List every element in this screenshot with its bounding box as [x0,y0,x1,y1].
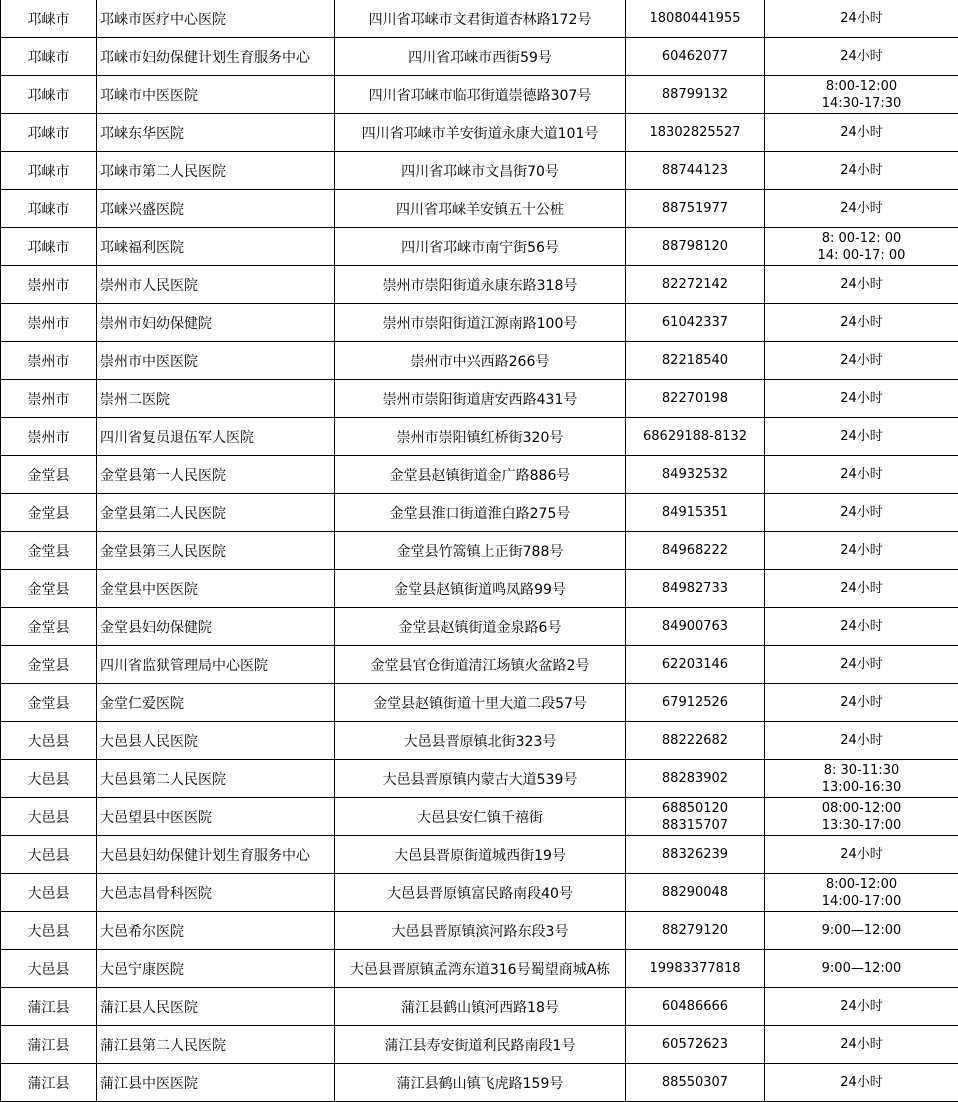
phone-cell [626,342,765,380]
phone-cell [626,38,765,76]
phone-line: 84932532 [661,467,729,482]
hours-line: 24小时 [840,733,883,748]
phone-cell [626,152,765,190]
phone-cell [626,266,765,304]
hours-line: 24小时 [840,429,883,444]
phone-cell [626,494,765,532]
phone-cell [626,76,765,114]
district-cell: 金堂县 [1,532,97,570]
hours-cell [765,228,958,266]
district-cell: 崇州市 [1,304,97,342]
address-cell: 崇州市崇阳街道江源南路100号 [335,304,626,342]
hours-cell [765,1026,958,1064]
district-cell: 金堂县 [1,646,97,684]
hours-line: 8:00-12:00 [825,78,898,94]
hospital-name-cell: 崇州市中医医院 [97,342,335,380]
hospital-name-cell: 金堂县第三人民医院 [97,532,335,570]
hours-line: 08:00-12:00 [821,800,902,816]
phone-line: 19983377818 [649,961,741,976]
hours-cell [765,418,958,456]
hospital-name-cell: 四川省复员退伍军人医院 [97,418,335,456]
address-cell: 金堂县淮口街道淮白路275号 [335,494,626,532]
hours-line: 24小时 [840,11,883,26]
hospital-name-cell: 金堂县第一人民医院 [97,456,335,494]
phone-line: 68629188-8132 [643,429,747,444]
address-cell: 大邑县晋原街道城西街19号 [335,836,626,874]
hours-line: 24小时 [840,695,883,710]
phone-cell [626,418,765,456]
hours-cell [765,38,958,76]
hours-cell [765,342,958,380]
phone-line: 60572623 [661,1037,729,1052]
phone-cell [626,190,765,228]
hours-line: 24小时 [840,847,883,862]
district-cell: 邛崃市 [1,38,97,76]
table-row [1,304,958,342]
phone-cell [626,0,765,38]
hours-cell [765,684,958,722]
phone-line: 88283902 [661,771,729,786]
address-cell: 大邑县晋原镇孟湾东道316号蜀望商城A栋 [335,950,626,988]
table-row [1,1026,958,1064]
hours-cell [765,912,958,950]
district-cell: 金堂县 [1,456,97,494]
district-cell: 金堂县 [1,684,97,722]
hours-line: 9:00—12:00 [821,961,902,976]
phone-cell [626,836,765,874]
phone-cell [626,722,765,760]
phone-cell [626,114,765,152]
district-cell: 大邑县 [1,950,97,988]
hospital-name-cell: 邛崃市妇幼保健计划生育服务中心 [97,38,335,76]
phone-cell [626,912,765,950]
hours-line: 14: 00-17: 00 [817,247,906,263]
address-cell: 四川省邛崃市南宁街56号 [335,228,626,266]
phone-line: 18302825527 [649,125,741,140]
address-cell: 四川省邛崃市羊安街道永康大道101号 [335,114,626,152]
phone-line: 88751977 [661,201,729,216]
address-cell: 崇州市崇阳街道唐安西路431号 [335,380,626,418]
table-row [1,874,958,912]
phone-line: 88799132 [661,87,729,102]
hospital-name-cell: 蒲江县中医医院 [97,1064,335,1102]
address-cell: 金堂县赵镇街道金泉路6号 [335,608,626,646]
hours-line: 14:30-17:30 [821,95,902,111]
address-cell: 崇州市崇阳镇红桥街320号 [335,418,626,456]
hospital-name-cell: 大邑县妇幼保健计划生育服务中心 [97,836,335,874]
table-row [1,418,958,456]
address-cell: 大邑县晋原镇滨河路东段3号 [335,912,626,950]
address-cell: 蒲江县寿安街道利民路南段1号 [335,1026,626,1064]
phone-cell [626,950,765,988]
hospital-name-cell: 大邑宁康医院 [97,950,335,988]
table-row [1,152,958,190]
table-row [1,0,958,38]
address-cell: 蒲江县鹤山镇河西路18号 [335,988,626,1026]
hospital-name-cell: 蒲江县第二人民医院 [97,1026,335,1064]
table-row [1,722,958,760]
hospital-name-cell: 四川省监狱管理局中心医院 [97,646,335,684]
address-cell: 崇州市中兴西路266号 [335,342,626,380]
phone-cell [626,380,765,418]
table-row [1,798,958,836]
district-cell: 邛崃市 [1,228,97,266]
hospital-name-cell: 邛崃兴盛医院 [97,190,335,228]
district-cell: 崇州市 [1,342,97,380]
hours-line: 24小时 [840,163,883,178]
table-row [1,532,958,570]
hospital-name-cell: 邛崃市医疗中心医院 [97,0,335,38]
hospital-name-cell: 崇州市人民医院 [97,266,335,304]
phone-cell [626,1026,765,1064]
table-row [1,190,958,228]
hours-cell [765,1064,958,1102]
hospital-name-cell: 大邑县人民医院 [97,722,335,760]
hours-cell [765,722,958,760]
phone-line: 88279120 [661,923,729,938]
hours-line: 24小时 [840,201,883,216]
district-cell: 邛崃市 [1,0,97,38]
phone-line: 60462077 [661,49,729,64]
hours-line: 24小时 [840,391,883,406]
phone-cell [626,532,765,570]
hours-cell [765,152,958,190]
hours-line: 13:00-16:30 [821,779,902,795]
address-cell: 金堂县竹篙镇上正街788号 [335,532,626,570]
hours-cell [765,608,958,646]
address-cell: 大邑县安仁镇千禧街 [335,798,626,836]
district-cell: 蒲江县 [1,1064,97,1102]
table-row [1,988,958,1026]
phone-cell [626,228,765,266]
hours-line: 24小时 [840,999,883,1014]
table-row [1,76,958,114]
hours-line: 24小时 [840,125,883,140]
district-cell: 蒲江县 [1,1026,97,1064]
phone-cell [626,684,765,722]
hours-cell [765,760,958,798]
phone-line: 88326239 [661,847,729,862]
phone-line: 84968222 [661,543,729,558]
table-row [1,266,958,304]
hours-cell [765,494,958,532]
table-row [1,760,958,798]
table-row [1,1064,958,1102]
address-cell: 四川省邛崃市西街59号 [335,38,626,76]
hours-line: 24小时 [840,619,883,634]
hospital-name-cell: 金堂县妇幼保健院 [97,608,335,646]
phone-cell [626,988,765,1026]
table-row [1,114,958,152]
district-cell: 蒲江县 [1,988,97,1026]
hours-cell [765,456,958,494]
phone-line: 61042337 [661,315,729,330]
phone-line: 88222682 [661,733,729,748]
phone-cell [626,798,765,836]
phone-cell [626,608,765,646]
hospital-name-cell: 金堂县中医医院 [97,570,335,608]
hospital-name-cell: 大邑希尔医院 [97,912,335,950]
phone-line: 62203146 [661,657,729,672]
address-cell: 四川省邛崃羊安镇五十公桩 [335,190,626,228]
address-cell: 四川省邛崃市文昌街70号 [335,152,626,190]
table-row [1,684,958,722]
district-cell: 崇州市 [1,418,97,456]
hours-cell [765,798,958,836]
hours-cell [765,532,958,570]
district-cell: 大邑县 [1,760,97,798]
table-row [1,342,958,380]
district-cell: 金堂县 [1,608,97,646]
phone-cell [626,304,765,342]
district-cell: 邛崃市 [1,152,97,190]
hours-line: 24小时 [840,543,883,558]
hours-cell [765,0,958,38]
table-row [1,608,958,646]
table-row [1,38,958,76]
hospital-name-cell: 大邑望县中医医院 [97,798,335,836]
hours-line: 24小时 [840,1037,883,1052]
phone-line: 88290048 [661,885,729,900]
hospital-name-cell: 邛崃市中医医院 [97,76,335,114]
hours-line: 24小时 [840,353,883,368]
hours-cell [765,646,958,684]
hours-cell [765,836,958,874]
hours-cell [765,874,958,912]
hospital-name-cell: 邛崃市第二人民医院 [97,152,335,190]
phone-line: 82272142 [661,277,729,292]
hours-line: 8:00-12:00 [825,876,898,892]
district-cell: 崇州市 [1,380,97,418]
table-row [1,456,958,494]
address-cell: 金堂县赵镇街道鸣凤路99号 [335,570,626,608]
table-row [1,912,958,950]
phone-line: 88798120 [661,239,729,254]
phone-line: 60486666 [661,999,729,1014]
phone-cell [626,456,765,494]
table-row [1,646,958,684]
district-cell: 大邑县 [1,836,97,874]
district-cell: 崇州市 [1,266,97,304]
hours-line: 24小时 [840,467,883,482]
phone-cell [626,874,765,912]
address-cell: 四川省邛崃市临邛街道崇德路307号 [335,76,626,114]
hours-line: 9:00—12:00 [821,923,902,938]
hours-cell [765,380,958,418]
hours-line: 24小时 [840,657,883,672]
address-cell: 崇州市崇阳街道永康东路318号 [335,266,626,304]
hours-cell [765,266,958,304]
hours-line: 24小时 [840,581,883,596]
phone-line: 68850120 [661,800,729,816]
hospital-name-cell: 崇州市妇幼保健院 [97,304,335,342]
district-cell: 邛崃市 [1,114,97,152]
hours-line: 24小时 [840,1075,883,1090]
phone-line: 84982733 [661,581,729,596]
address-cell: 蒲江县鹤山镇飞虎路159号 [335,1064,626,1102]
hours-cell [765,114,958,152]
address-cell: 大邑县晋原镇北街323号 [335,722,626,760]
table-row [1,380,958,418]
address-cell: 金堂县赵镇街道金广路886号 [335,456,626,494]
phone-line: 82270198 [661,391,729,406]
district-cell: 邛崃市 [1,76,97,114]
phone-line: 88315707 [661,817,729,833]
table-row [1,950,958,988]
hospital-name-cell: 大邑志昌骨科医院 [97,874,335,912]
address-cell: 金堂县官仓街道清江场镇火盆路2号 [335,646,626,684]
table-row [1,494,958,532]
district-cell: 大邑县 [1,722,97,760]
hours-line: 24小时 [840,277,883,292]
hours-line: 8: 00-12: 00 [821,230,902,246]
hospital-name-cell: 金堂县第二人民医院 [97,494,335,532]
hours-cell [765,988,958,1026]
district-cell: 大邑县 [1,912,97,950]
phone-cell [626,646,765,684]
district-cell: 金堂县 [1,494,97,532]
hours-line: 8: 30-11:30 [823,762,900,778]
phone-line: 88550307 [661,1075,729,1090]
hours-cell [765,950,958,988]
phone-line: 82218540 [661,353,729,368]
hours-line: 13:30-17:00 [821,817,902,833]
phone-line: 67912526 [661,695,729,710]
hospital-name-cell: 金堂仁爱医院 [97,684,335,722]
hours-cell [765,190,958,228]
hospital-name-cell: 邛崃东华医院 [97,114,335,152]
hospital-name-cell: 蒲江县人民医院 [97,988,335,1026]
district-cell: 大邑县 [1,798,97,836]
table-body [1,0,958,1102]
phone-cell [626,570,765,608]
district-cell: 大邑县 [1,874,97,912]
phone-line: 84915351 [661,505,729,520]
phone-line: 88744123 [661,163,729,178]
table-row [1,228,958,266]
address-cell: 四川省邛崃市文君街道杏林路172号 [335,0,626,38]
address-cell: 金堂县赵镇街道十里大道二段57号 [335,684,626,722]
hours-cell [765,570,958,608]
table-row [1,570,958,608]
hours-cell [765,76,958,114]
hours-line: 14:00-17:00 [821,893,902,909]
hours-cell [765,304,958,342]
hours-line: 24小时 [840,49,883,64]
district-cell: 金堂县 [1,570,97,608]
address-cell: 大邑县晋原镇富民路南段40号 [335,874,626,912]
hours-line: 24小时 [840,505,883,520]
phone-cell [626,1064,765,1102]
hospital-name-cell: 崇州二医院 [97,380,335,418]
phone-line: 84900763 [661,619,729,634]
phone-line: 18080441955 [649,11,741,26]
phone-cell [626,760,765,798]
address-cell: 大邑县晋原镇内蒙古大道539号 [335,760,626,798]
hospital-name-cell: 邛崃福利医院 [97,228,335,266]
hospital-name-cell: 大邑县第二人民医院 [97,760,335,798]
district-cell: 邛崃市 [1,190,97,228]
hours-line: 24小时 [840,315,883,330]
table-row [1,836,958,874]
